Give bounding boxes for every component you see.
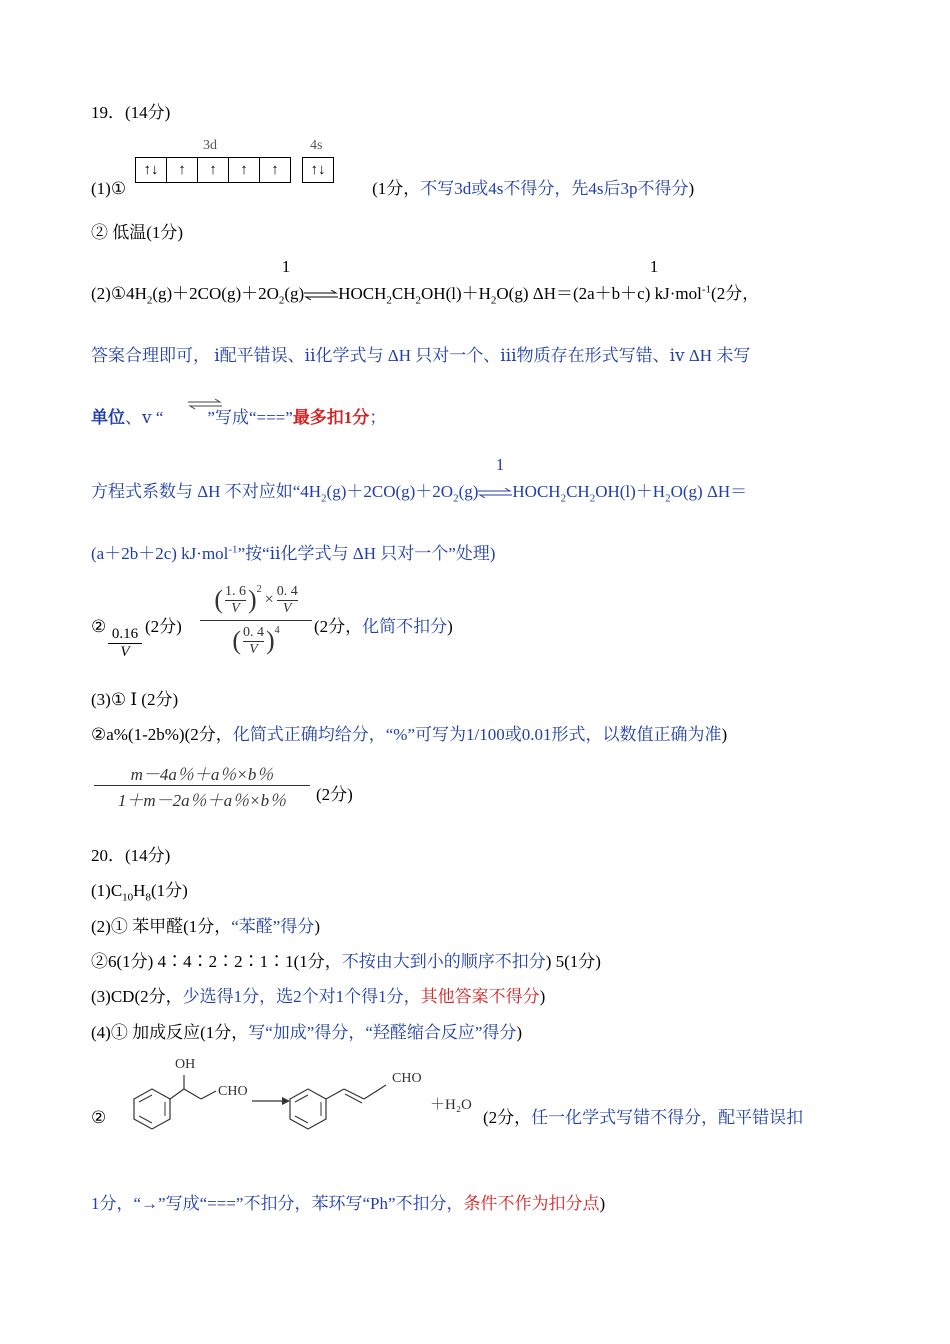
q19-part2-note4: (a＋2b＋2c) kJ·mol$^{-1}$”按“ⅱ化学式与 ΔH 只对一个”处理) <box>91 543 496 563</box>
half-fraction: 1 <box>495 455 505 474</box>
q19-part2-2-note: (2分，化简不扣分) <box>314 617 453 636</box>
q19-part3-1: (3)① Ⅰ (2分) <box>91 690 179 709</box>
q19-part2-note3: 方程式系数与 ΔH 不对应如“$4H_2(g)+2CO(g)+2O_2(g)$ $HOCH_2CH_2OH(l)+H_2O(g)$ ΔH＝ <box>91 482 748 505</box>
q20-part4-2-prefix: ② <box>91 1108 107 1127</box>
aldol-reaction-structure <box>106 1055 482 1145</box>
q19-part3-3-score: (2分) <box>316 785 353 804</box>
struct-cho-label: CHO <box>392 1071 422 1086</box>
q19-header: 19．(14分) <box>91 103 171 122</box>
q19-part1-1: (1)① (1分，不写3d或4s不得分，先4s后3p不得分) <box>91 179 695 198</box>
equilibrium-arrow-icon <box>478 488 512 498</box>
q20-part4-2-note2: 1分，“→”写成“===”不扣分，苯环写“Ph”不扣分，条件不作为扣分点) <box>91 1194 606 1213</box>
conc-fraction: $\frac{0.16}{V}$ <box>108 626 142 661</box>
q20-part3: (3)CD(2分，少选得1分，选2个对1个得1分，其他答案不得分) <box>91 987 546 1006</box>
q19-part2-2: ② <box>91 617 107 636</box>
q19-part3-2: ②a%(1-2b%)(2分，化简式正确均给分，“%”可写为1/100或0.01形式，以数值正确为准) <box>91 725 728 744</box>
half-fraction-dh: 1 <box>649 257 659 276</box>
orbital-box: ↑ <box>271 162 279 178</box>
orbital-box: ↑ <box>229 158 260 182</box>
struct-water-label: ＋H₂O <box>430 1097 472 1113</box>
equilibrium-arrow-icon <box>304 290 338 300</box>
q19-part2-2-score: (2分) <box>145 617 182 636</box>
q20-part4-1: (4)① 加成反应(1分，写“加成”得分，“羟醛缩合反应”得分) <box>91 1023 523 1042</box>
q19-part2-equation: $(2)①4H_2(g)+2CO(g)+2O_2(g)$ $HOCH_2CH_2OH(l)+H_2O(g)$ ΔH＝(2a＋b＋c) kJ·mol$^{-1}$(2分， <box>91 283 760 307</box>
q20-part2-2: ②6(1分) 4∶4∶2∶2∶1∶1(1分，不按由大到小的顺序不扣分) 5(1分) <box>91 952 601 971</box>
orbital-box: ↑↓ <box>136 158 167 182</box>
q20-part1: $(1)C_{10}H_8(1$分) <box>91 881 188 904</box>
orbital-3d-label: 3d <box>203 138 217 153</box>
q20-part4-2-note: (2分，任一化学式写错不得分，配平错误扣 <box>483 1108 804 1127</box>
half-fraction: 1 <box>281 257 291 276</box>
orbital-4s-label: 4s <box>310 138 323 153</box>
q20-header: 20．(14分) <box>91 846 171 865</box>
q20-part2-1: (2)① 苯甲醛(1分，“苯醛”得分) <box>91 917 320 936</box>
struct-cho-label: CHO <box>218 1084 248 1099</box>
q19-part2-note2: 单位、ⅴ “ ”写成“===”最多扣1分； <box>91 408 387 427</box>
yield-fraction: m－4a％＋a％×b％ 1＋m－2a％＋a％×b％ <box>94 760 310 811</box>
orbital-box: ↑↓ <box>310 162 326 178</box>
orbital-box: ↑ <box>167 158 198 182</box>
q19-part1-2: ② 低温(1分) <box>91 223 184 242</box>
equilibrium-constant-expression: ( 1. 6 V ) $^2$ × $\frac{0. 4}{V}$ ( 0. 4 V ) $^4$ <box>200 580 312 661</box>
q19-part2-note1: 答案合理即可， ⅰ配平错误、ⅱ化学式与 ΔH 只对一个、ⅲ物质存在形式写错、ⅳ ΔH 未写 <box>91 346 751 365</box>
orbital-box: ↑ <box>198 158 229 182</box>
struct-oh-label: OH <box>175 1057 196 1072</box>
